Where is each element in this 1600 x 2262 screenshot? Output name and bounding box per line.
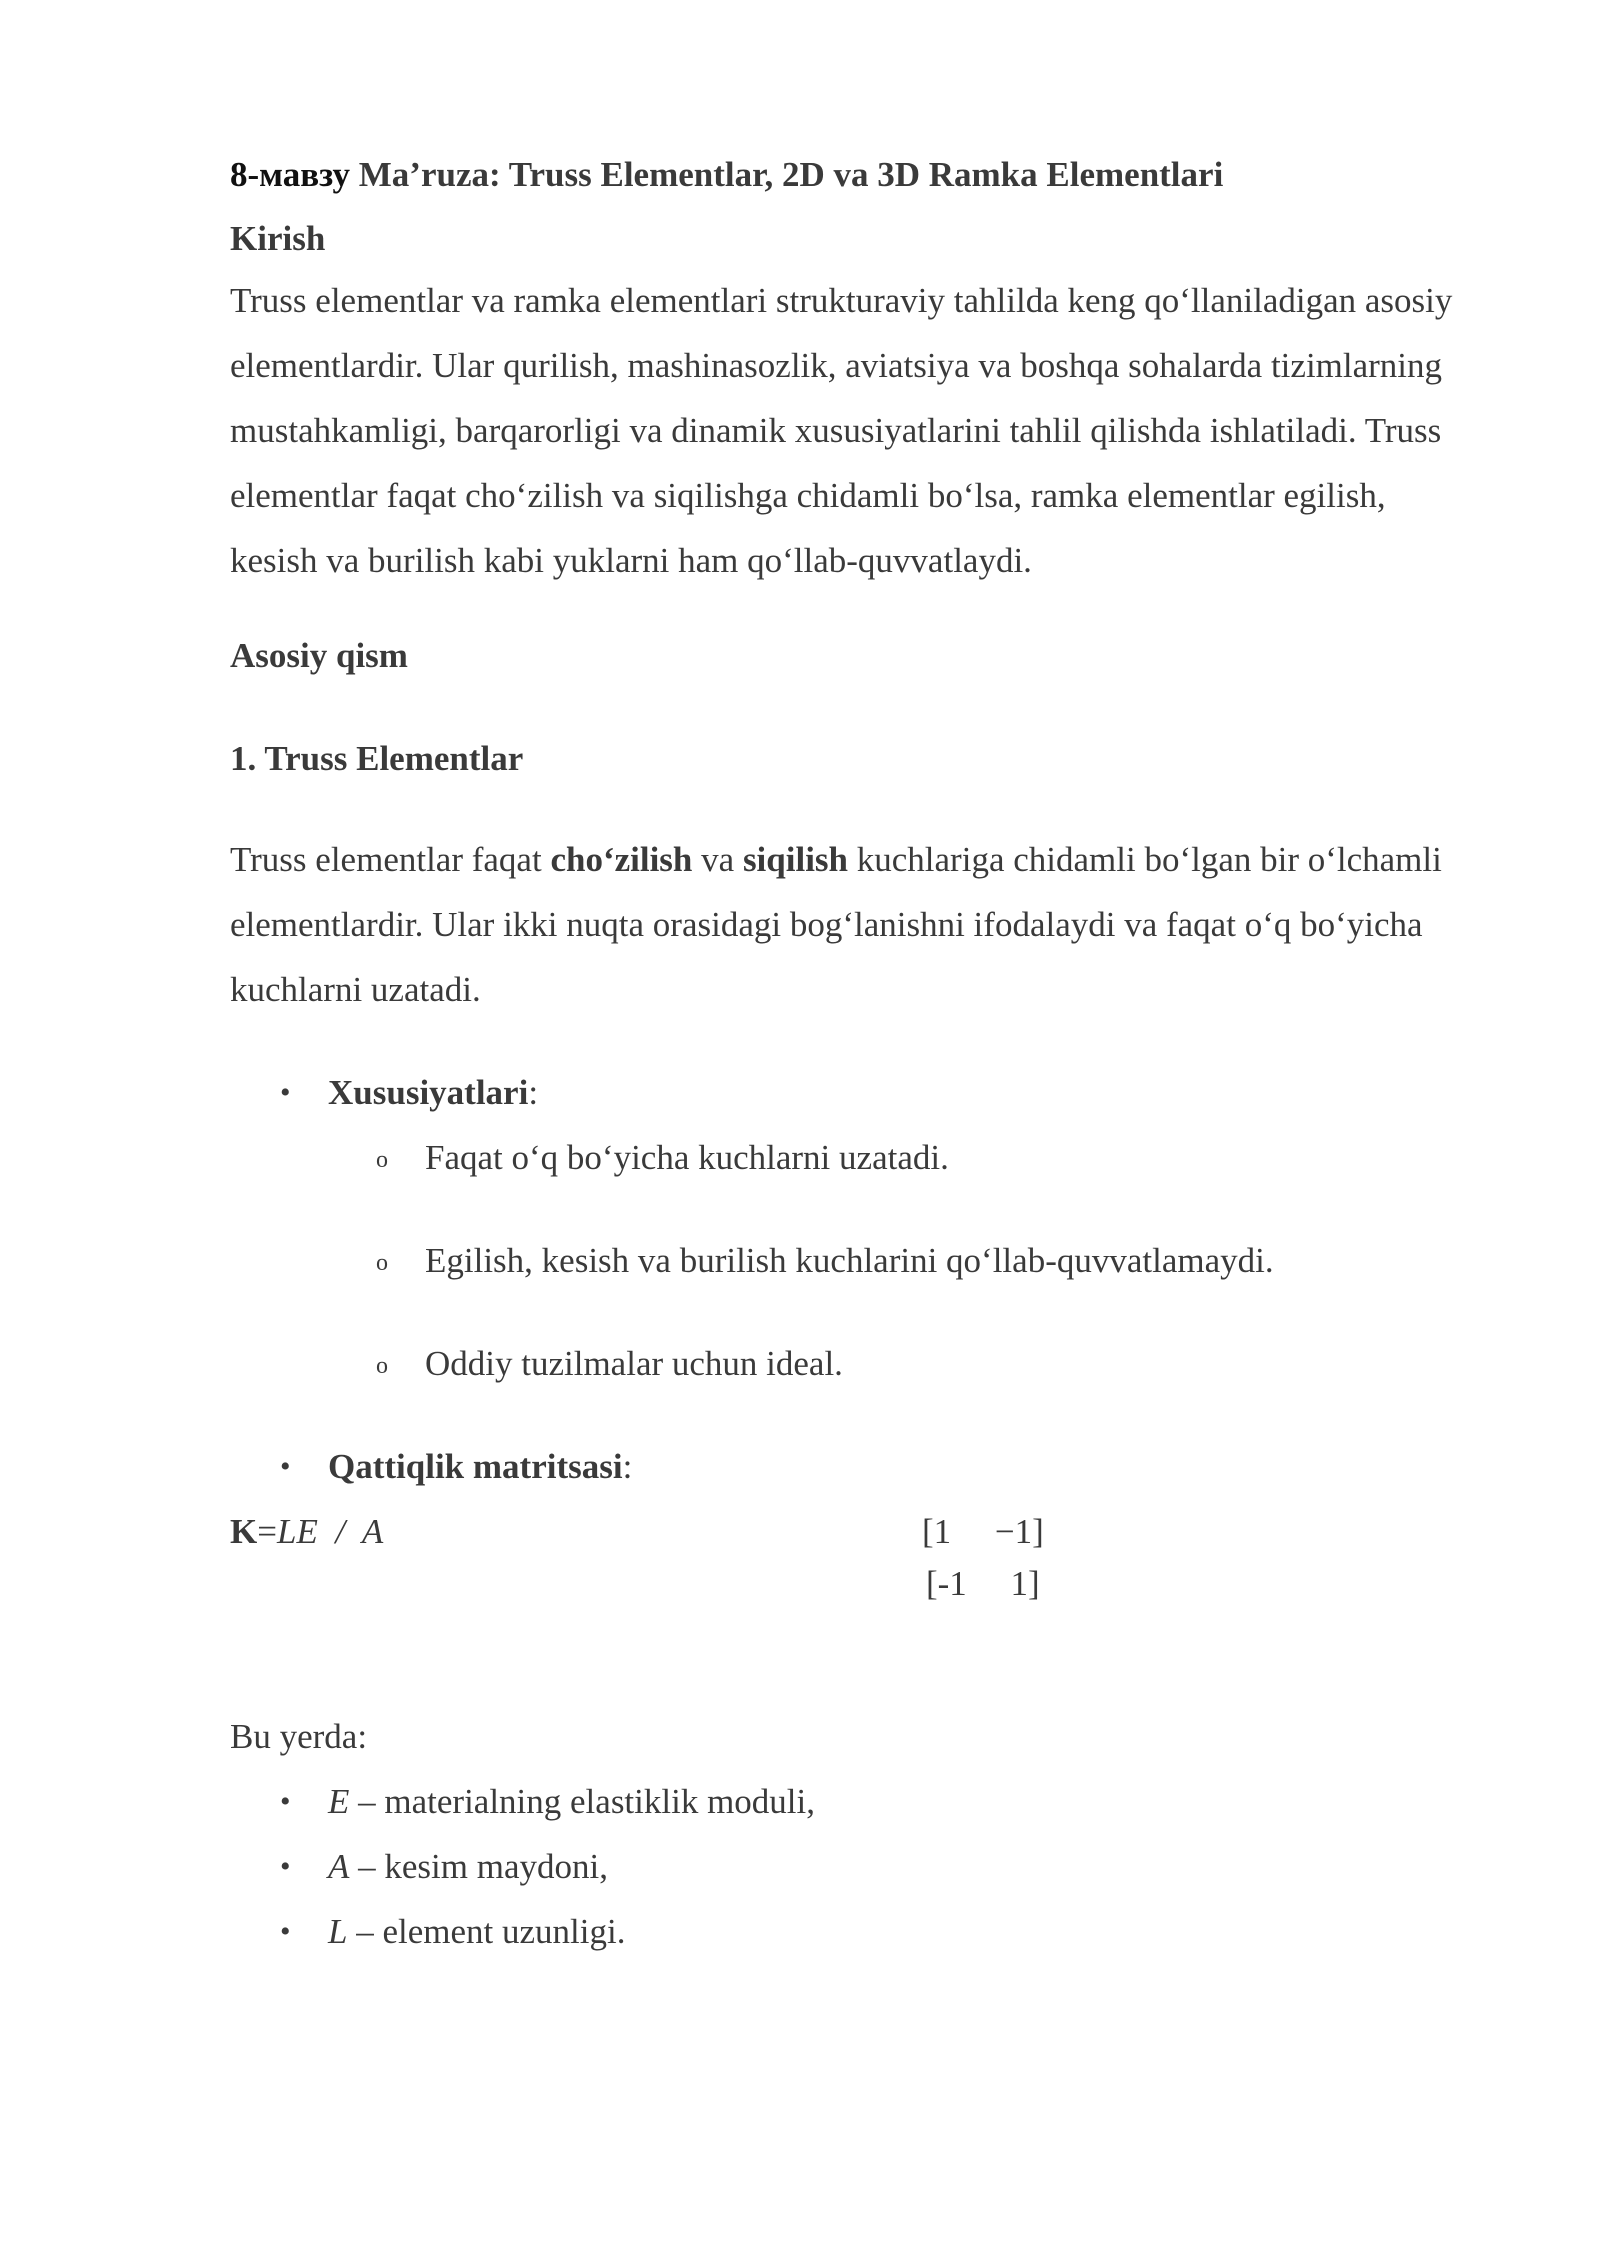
truss-term-tension: cho‘zilish: [550, 840, 693, 879]
truss-paragraph: [230, 827, 1480, 1022]
property-text: Oddiy tuzilmalar uchun ideal.: [425, 1344, 843, 1383]
definition-symbol: E: [328, 1782, 350, 1821]
definition-symbol: L: [328, 1912, 348, 1951]
definition-item: [230, 1834, 1480, 1899]
properties-sublist: [230, 1125, 1480, 1396]
intro-heading: Kirish: [230, 219, 326, 258]
bullet-stiffness: [230, 1434, 1480, 1499]
stiffness-colon: :: [622, 1447, 633, 1486]
where-label: Bu yerda:: [230, 1717, 368, 1756]
section-heading-truss: 1. Truss Elementlar: [230, 739, 524, 778]
definition-symbol: A: [328, 1847, 350, 1886]
bullet-dot: •: [280, 1915, 291, 1948]
bullet-dot: •: [280, 1785, 291, 1818]
sub-bullet-circle: o: [376, 1147, 388, 1173]
bullet-properties: [230, 1060, 1480, 1125]
topic-number: 8-мавзу: [230, 155, 350, 194]
lecture-title-text: Ma’ruza: Truss Elementlar, 2D va 3D Ramka Elementlari: [350, 155, 1224, 194]
lecture-title: [230, 150, 1480, 200]
property-item: [230, 1125, 1480, 1190]
truss-paragraph-text-3: kuchlariga chidamli bo‘lgan bir o‘lchamli elementlardir. Ular ikki nuqta orasidagi bog‘lanishni ifodalaydi va faqat o‘q bo‘yicha kuchlarni uzatadi.: [230, 840, 1442, 1009]
document-page: [230, 150, 1480, 1964]
definition-text: – element uzunligi.: [347, 1912, 626, 1951]
stiffness-formula: [230, 1499, 1480, 1629]
bullet-dot: •: [280, 1076, 291, 1109]
property-item: [230, 1228, 1480, 1293]
main-heading: Asosiy qism: [230, 636, 408, 675]
bullet-dot: •: [280, 1450, 291, 1483]
formula-k: K: [230, 1512, 258, 1551]
sub-bullet-circle: o: [376, 1250, 388, 1276]
stiffness-label: Qattiqlik matritsasi: [328, 1447, 623, 1486]
formula-eq: =: [257, 1512, 277, 1551]
definition-text: – materialning elastiklik moduli,: [349, 1782, 816, 1821]
property-item: [230, 1331, 1480, 1396]
intro-paragraph: Truss elementlar va ramka elementlari strukturaviy tahlilda keng qo‘llaniladigan asosiy elementlardir. Ular qurilish, mashinasozlik, aviatsiya va boshqa sohalarda tizimlarning mustahkamligi, barqarorligi va dinamik xususiyatlarini tahlil qilishda ishlatiladi. Truss elementlar faqat cho‘zilish va siqilishga chidamli bo‘lsa, ramka elementlar egilish, kesish va burilish kabi yuklarni ham qo‘llab-quvvatlaydi.: [230, 281, 1453, 580]
definition-item: [230, 1769, 1480, 1834]
definition-text: – kesim maydoni,: [349, 1847, 608, 1886]
bullet-dot: •: [280, 1850, 291, 1883]
sub-bullet-circle: o: [376, 1353, 388, 1379]
properties-label: Xususiyatlari: [328, 1073, 529, 1112]
truss-paragraph-text-1: Truss elementlar faqat: [230, 840, 551, 879]
formula-lhs: [230, 1499, 383, 1564]
definition-list: [230, 1769, 1480, 1964]
property-text: Egilish, kesish va burilish kuchlarini qo‘llab-quvvatlamaydi.: [425, 1241, 1274, 1280]
matrix-row-2: [-1 1]: [926, 1564, 1040, 1603]
formula-expression: LE / A: [276, 1512, 384, 1551]
truss-bullets: [230, 1060, 1480, 1125]
stiffness-bullets: [230, 1434, 1480, 1499]
matrix-row-1: [1 −1]: [922, 1512, 1044, 1551]
property-text: Faqat o‘q bo‘yicha kuchlarni uzatadi.: [425, 1138, 949, 1177]
truss-paragraph-text-2: va: [692, 840, 743, 879]
definition-item: [230, 1899, 1480, 1964]
truss-term-compression: siqilish: [742, 840, 849, 879]
properties-colon: :: [528, 1073, 539, 1112]
